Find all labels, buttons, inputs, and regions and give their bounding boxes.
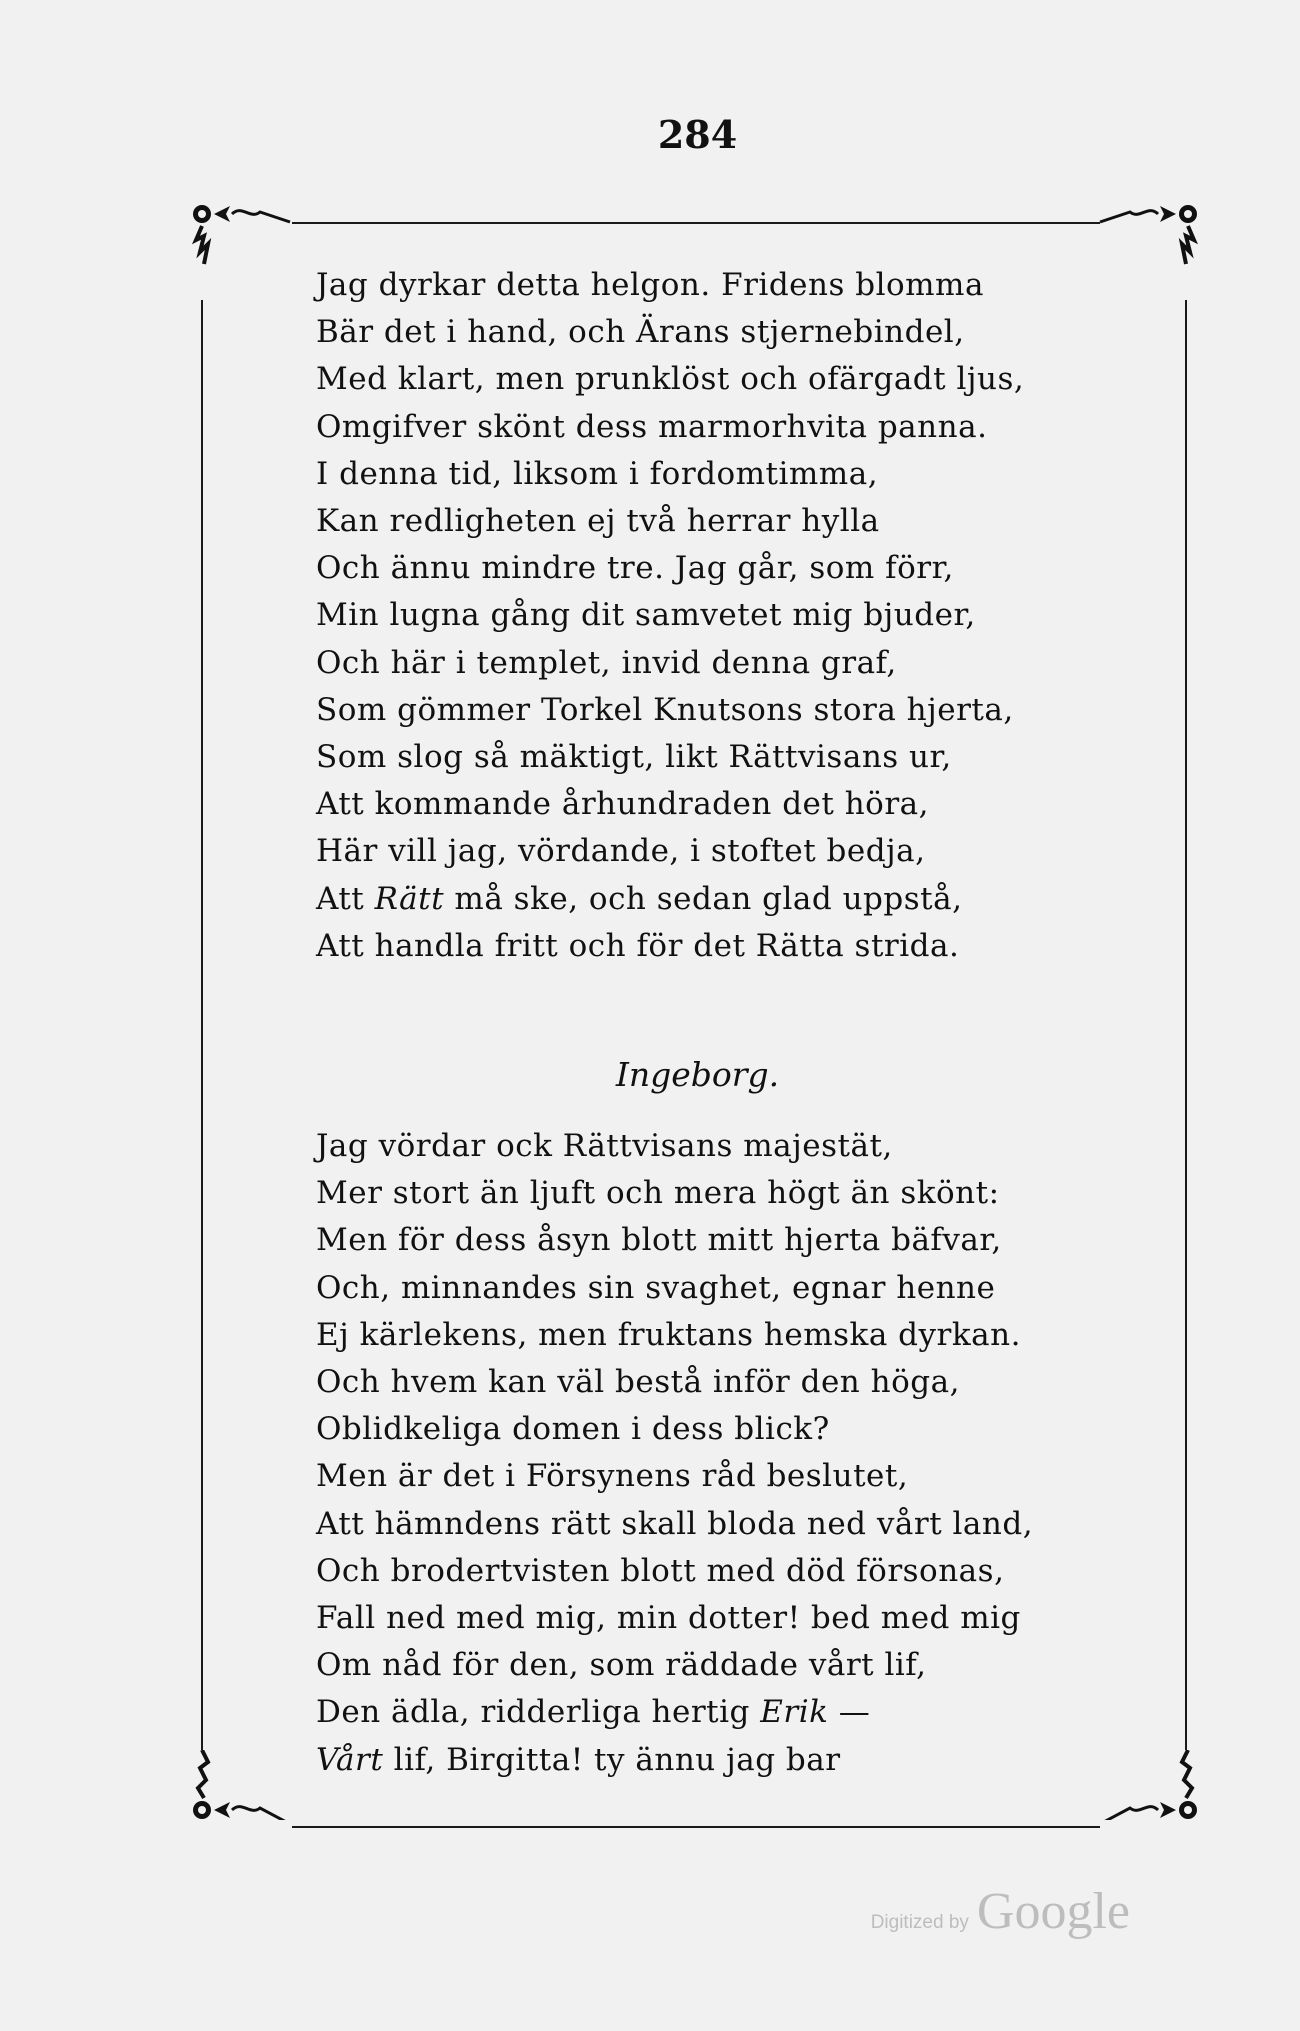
frame-right-rule xyxy=(1185,300,1187,1750)
verse-line: Med klart, men prunklöst och ofärgadt ljus, xyxy=(316,361,1025,398)
verse-text: Att xyxy=(316,880,375,917)
stanza-one xyxy=(316,262,1106,970)
verse-text: Den ädla, ridderliga hertig xyxy=(316,1694,761,1731)
verse-line: Att kommande århundraden det höra, xyxy=(316,786,929,823)
verse-text: lif, Birgitta! ty ännu jag bar xyxy=(383,1741,841,1778)
corner-ornament-bottom-right-icon xyxy=(1090,1750,1200,1820)
frame-top-rule xyxy=(292,222,1100,224)
verse-line: Att hämndens rätt skall bloda ned vårt land, xyxy=(316,1505,1034,1542)
verse-line: Ej kärlekens, men fruktans hemska dyrkan. xyxy=(316,1316,1021,1353)
verse-line xyxy=(316,1689,1106,1736)
verse-line: Kan redligheten ej två herrar hylla xyxy=(316,503,880,540)
verse-line: Och brodertvisten blott med död försonas, xyxy=(316,1552,1005,1589)
watermark-prefix: Digitized by xyxy=(870,1912,969,1933)
verse-text: — xyxy=(828,1694,871,1731)
frame-bottom-rule xyxy=(292,1826,1100,1828)
verse-line: I denna tid, liksom i fordomtimma, xyxy=(316,455,879,492)
speaker-heading: Ingeborg. xyxy=(615,1055,780,1094)
corner-ornament-top-left-icon xyxy=(190,200,300,270)
google-watermark xyxy=(871,1882,1130,1941)
verse-line: Och hvem kan väl bestå inför den höga, xyxy=(316,1364,960,1401)
verse-line: Om nåd för den, som räddade vårt lif, xyxy=(316,1647,927,1684)
stanza-two xyxy=(316,1123,1106,1784)
emphasized-word: Vårt xyxy=(316,1741,384,1778)
verse-line: Fall ned med mig, min dotter! bed med mig xyxy=(316,1600,1021,1637)
verse-line: Min lugna gång dit samvetet mig bjuder, xyxy=(316,597,976,634)
verse-line: Att handla fritt och för det Rätta strida. xyxy=(316,927,960,964)
page-number: 284 xyxy=(657,112,738,157)
verse-text: må ske, och sedan glad uppstå, xyxy=(444,880,963,917)
verse-line: Bär det i hand, och Ärans stjernebindel, xyxy=(316,314,965,351)
verse-line: Och ännu mindre tre. Jag går, som förr, xyxy=(316,550,954,587)
verse-line: Och, minnandes sin svaghet, egnar henne xyxy=(316,1269,996,1306)
corner-ornament-bottom-left-icon xyxy=(190,1750,300,1820)
verse-line xyxy=(316,876,1106,923)
verse-line: Omgifver skönt dess marmorhvita panna. xyxy=(316,408,988,445)
emphasized-word: Erik xyxy=(760,1694,829,1731)
verse-line: Här vill jag, vördande, i stoftet bedja, xyxy=(316,833,926,870)
verse-line: Och här i templet, invid denna graf, xyxy=(316,644,897,681)
verse-line: Jag dyrkar detta helgon. Fridens blomma xyxy=(316,267,984,303)
frame-left-rule xyxy=(201,300,203,1750)
verse-line: Men för dess åsyn blott mitt hjerta bäfvar, xyxy=(316,1222,1002,1259)
emphasized-word: Rätt xyxy=(374,880,445,917)
verse-line: Jag vördar ock Rättvisans majestät, xyxy=(316,1128,893,1164)
verse-line: Som gömmer Torkel Knutsons stora hjerta, xyxy=(316,691,1014,728)
verse-line: Men är det i Försynens råd beslutet, xyxy=(316,1458,909,1495)
verse-line: Oblidkeliga domen i dess blick? xyxy=(316,1411,830,1448)
watermark-brand: Google xyxy=(976,1883,1130,1940)
corner-ornament-top-right-icon xyxy=(1090,200,1200,270)
verse-line: Mer stort än ljuft och mera högt än skönt: xyxy=(316,1175,1000,1212)
verse-line: Som slog så mäktigt, likt Rättvisans ur, xyxy=(316,739,952,776)
verse-line xyxy=(316,1737,1106,1784)
